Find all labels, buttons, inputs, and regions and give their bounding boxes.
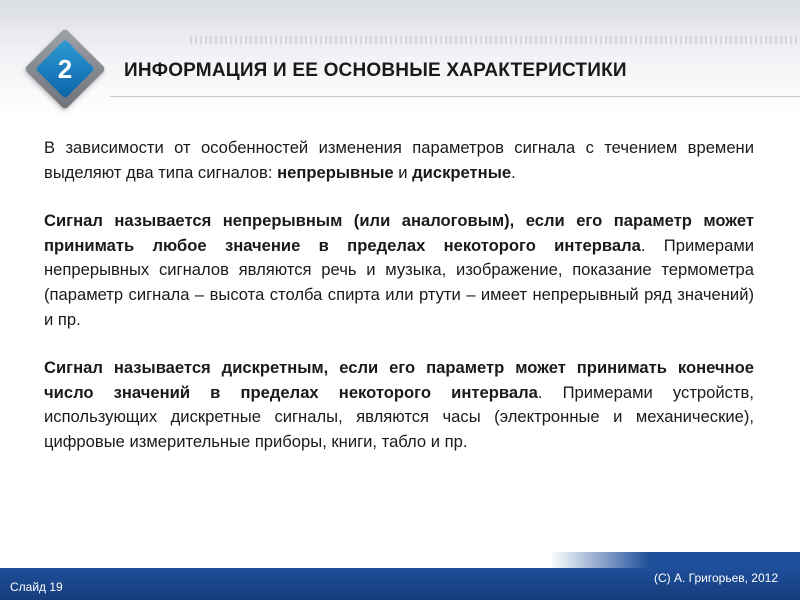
slide-header [0,0,800,118]
slide-title: ИНФОРМАЦИЯ И ЕЕ ОСНОВНЫЕ ХАРАКТЕРИСТИКИ [124,60,627,81]
header-decoration [190,36,800,44]
title-divider [110,96,800,97]
definition-discrete: Сигнал называется дискретным, если его параметр может принимать конечное число значений в пределах некоторого интервала [44,358,754,402]
paragraph-discrete-definition [44,356,754,454]
paragraph-text: . [511,162,516,182]
slide-body [44,136,754,479]
section-number: 2 [57,54,73,84]
paragraph-text: и [393,162,413,182]
paragraph-signal-types [44,136,754,185]
paragraph-text: . Примерами устройств, использующих дискретные сигналы, являются часы (электронные и механические), цифровые измерительные приборы, книги, табло и пр. [44,382,754,451]
definition-continuous: Сигнал называется непрерывным (или аналоговым), если его параметр может принимать любое значение в пределах некоторого интервала [44,211,754,255]
paragraph-text: . Примерами непрерывных сигналов являются речь и музыка, изображение, показание термометра (параметр сигнала – высота столба спирта или ртути – имеет непрерывный ряд значений) и пр. [44,235,754,329]
term-discrete: дискретные [412,162,512,182]
paragraph-text: В зависимости от особенностей изменения параметров сигнала с течением времени выделяют два типа сигналов: [44,138,754,182]
term-continuous: непрерывные [277,162,394,182]
paragraph-continuous-definition [44,209,754,332]
copyright-text: (С) А. Григорьев, 2012 [654,571,778,585]
slide-number: Слайд 19 [10,580,63,594]
